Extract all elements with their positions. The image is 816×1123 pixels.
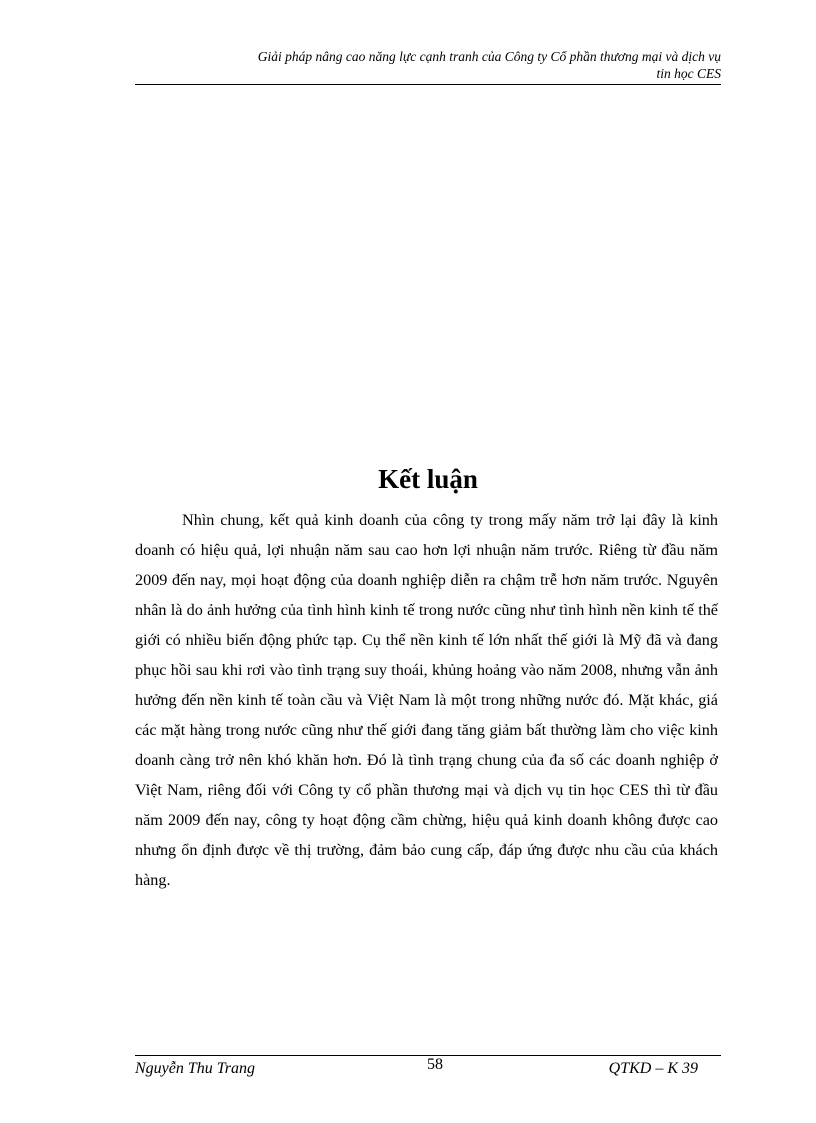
footer-class-code: QTKD – K 39 — [608, 1060, 698, 1077]
section-title: Kết luận — [378, 464, 478, 494]
footer-author: Nguyễn Thu Trang — [135, 1060, 256, 1077]
header-line-2: tin học CES — [656, 66, 721, 81]
page-number: 58 — [427, 1056, 443, 1073]
header-line-1: Giải pháp nâng cao năng lực cạnh tranh của Công ty Cổ phần thương mại và dịch vụ — [257, 49, 721, 64]
header-divider — [135, 84, 721, 85]
conclusion-paragraph: Nhìn chung, kết quả kinh doanh của công ty trong mấy năm trở lại đây là kinh doanh có hiệu quả, lợi nhuận năm sau cao hơn lợi nhuận năm trước. Riêng từ đầu năm 2009 đến nay, mọi hoạt động của doanh nghiệp diễn ra chậm trễ hơn năm trước. Nguyên nhân là do ảnh hưởng của tình hình kinh tế trong nước cũng như tình hình nền kinh tế thế giới có nhiều biến động phức tạp. Cụ thể nền kinh tế lớn nhất thế giới là Mỹ đã và đang phục hồi sau khi rơi vào tình trạng suy thoái, khủng hoảng vào năm 2008, nhưng vẫn ảnh hưởng đến nền kinh tế toàn cầu và Việt Nam là một trong những nước đó. Mặt khác, giá các mặt hàng trong nước cũng như thế giới đang tăng giảm bất thường làm cho việc kinh doanh càng trở nên khó khăn hơn. Đó là tình trạng chung của đa số các doanh nghiệp ở Việt Nam, riêng đối với Công ty cổ phần thương mại và dịch vụ tin học CES thì từ đầu năm 2009 đến nay, công ty hoạt động cầm chừng, hiệu quả kinh doanh không được cao nhưng ổn định được về thị trường, đảm bảo cung cấp, đáp ứng được nhu cầu của khách hàng. — [135, 511, 718, 889]
page-header — [135, 48, 721, 82]
